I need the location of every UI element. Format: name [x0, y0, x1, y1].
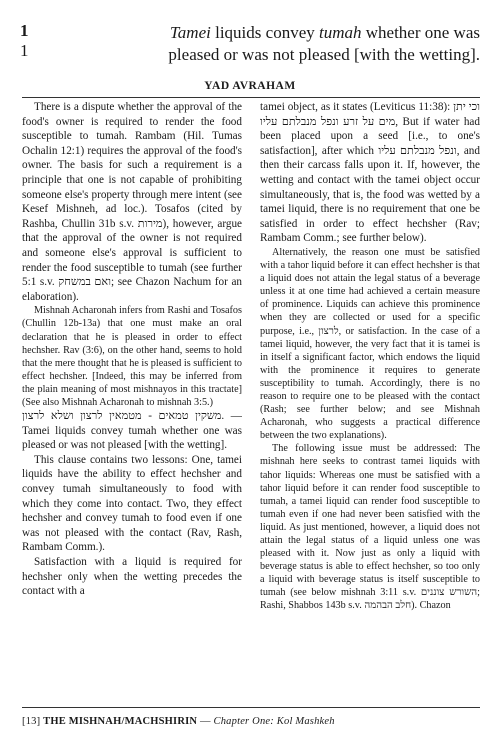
commentary-right-column: [260, 100, 480, 700]
page-number: [13]: [22, 716, 41, 727]
commentary-left-column: [22, 100, 242, 700]
book-title: THE MISHNAH/MACHSHIRIN: [43, 716, 198, 727]
commentary-paragraph: Alternatively, the reason one must be satisfied with a tahor liquid before it can effect hechsher is that a liquid does not attain the legal status of a beverage unless it at one time had achieved a certain measure of prominence. Liquids can achieve this prominence when they are collected or used for a specific purpose, i.e., לרצון, or satisfaction. In the case of a tamei liquid, however, the very fact that it is tamei is in itself a significant factor, which endows the liquid with the prominence it requires to generate susceptibility to tumah. Accordingly, there is no reason to require one to be pleased with the contact (Rash; see further below; and see Mishnah Acharonah, who suggests a practical difference between the two explanations).: [260, 246, 480, 442]
page-footer: [22, 716, 335, 727]
mishnah-text-italic-2: tumah: [319, 23, 362, 42]
mishnah-text-plain-1: liquids convey: [210, 23, 319, 42]
commentary-paragraph: משקין טמאים - מטמאין לרצון ושלא לרצון. — Tamei liquids convey tumah whether one was pleased or was not pleased [with the wetting].: [22, 410, 242, 452]
mishnah-text-italic-1: Tamei: [169, 23, 211, 42]
commentary-paragraph: The following issue must be addressed: The mishnah here seeks to contrast tamei liquids with tahor liquids: Whereas one must be satisfied with a tahor liquid before it can render food susceptible to tumah, a tamei liquid can render food susceptible to tumah even if one had never been satisfied with the liquid. As just mentioned, however, a liquid does not attain the legal status of a liquid unless one was pleased with it. Now just as only a liquid with beverage status is able to effect hechsher, so too only a liquid with beverage status is itself susceptible to tumah (see below mishnah 3:11 s.v. השורש צוננים; Rashi, Shabbos 143b s.v. חלב הבהמה). Chazon: [260, 443, 480, 612]
footer-rule: [22, 707, 480, 708]
mishnah-translation: [120, 22, 480, 66]
section-heading: YAD AVRAHAM: [204, 80, 296, 92]
mishnah-number-sub: 1: [20, 41, 29, 60]
mishnah-number-main: 1: [20, 21, 29, 40]
mishnah-number: [20, 22, 29, 62]
mishnah-text-plain-2: whether one was pleased or was not pleased [with the wetting].: [168, 23, 480, 64]
footer-separator: —: [197, 716, 214, 727]
commentary-paragraph: tamei object, as it states (Leviticus 11:38): וכי יתן מים על זרע ונפל מנבלתם עליו, But if water had been placed upon a seed [i.e., to one's satisfaction], after which ונפל מנבלתם עליו, and then their carcass falls upon it. If, however, the wetting and contact with the tamei object occur simultaneously, that is, the food was wetted by a tamei liquid, there is no requirement that one be satisfied in order to effect hechsher (Rav; Rambam Comm.; see further below).: [260, 101, 480, 245]
chapter-title: Chapter One: Kol Mashkeh: [213, 716, 335, 727]
commentary-paragraph: This clause contains two lessons: One, tamei liquids have the ability to effect hechsher and convey tumah simultaneously to food with which they come into contact. Two, they effect hechsher and convey tumah to food even if one was not pleased with the contact (Rav, Rash, Rambam Comm.).: [22, 453, 242, 554]
header-rule: [22, 97, 480, 98]
commentary-paragraph: Mishnah Acharonah infers from Rashi and Tosafos (Chullin 12b-13a) that one must make an oral declaration that he is pleased in order to effect hechsher. Rav (3:6), on the other hand, seems to hold that the mere thought that he is pleased is sufficient to effect hechsher. [Indeed, this may be inferred from the plain meaning of most mishnayos in this tractate] (See also Mishnah Acharonah to mishnah 3:5.): [22, 305, 242, 408]
commentary-paragraph: Satisfaction with a liquid is required for hechsher only when the wetting precedes the contact with a: [22, 556, 242, 598]
commentary-paragraph: There is a dispute whether the approval of the food's owner is required to render the food susceptible to tumah. Rambam (Hil. Tumas Ochalin 12:1) requires the approval of the food's owner. The basis for such a requirement is a principle that one is not capable of prohibiting someone else's property through mere intent (see Kesef Mishneh, ad loc.). Tosafos (cited by Rashba, Chullin 31b s.v. מירות), however, argue that the approval of the owner is not required and someone else's approval is sufficient to render the food susceptible to tumah (see further 5:1 s.v. ואם במשחק; see Chazon Nachum for an elaboration).: [22, 101, 242, 303]
